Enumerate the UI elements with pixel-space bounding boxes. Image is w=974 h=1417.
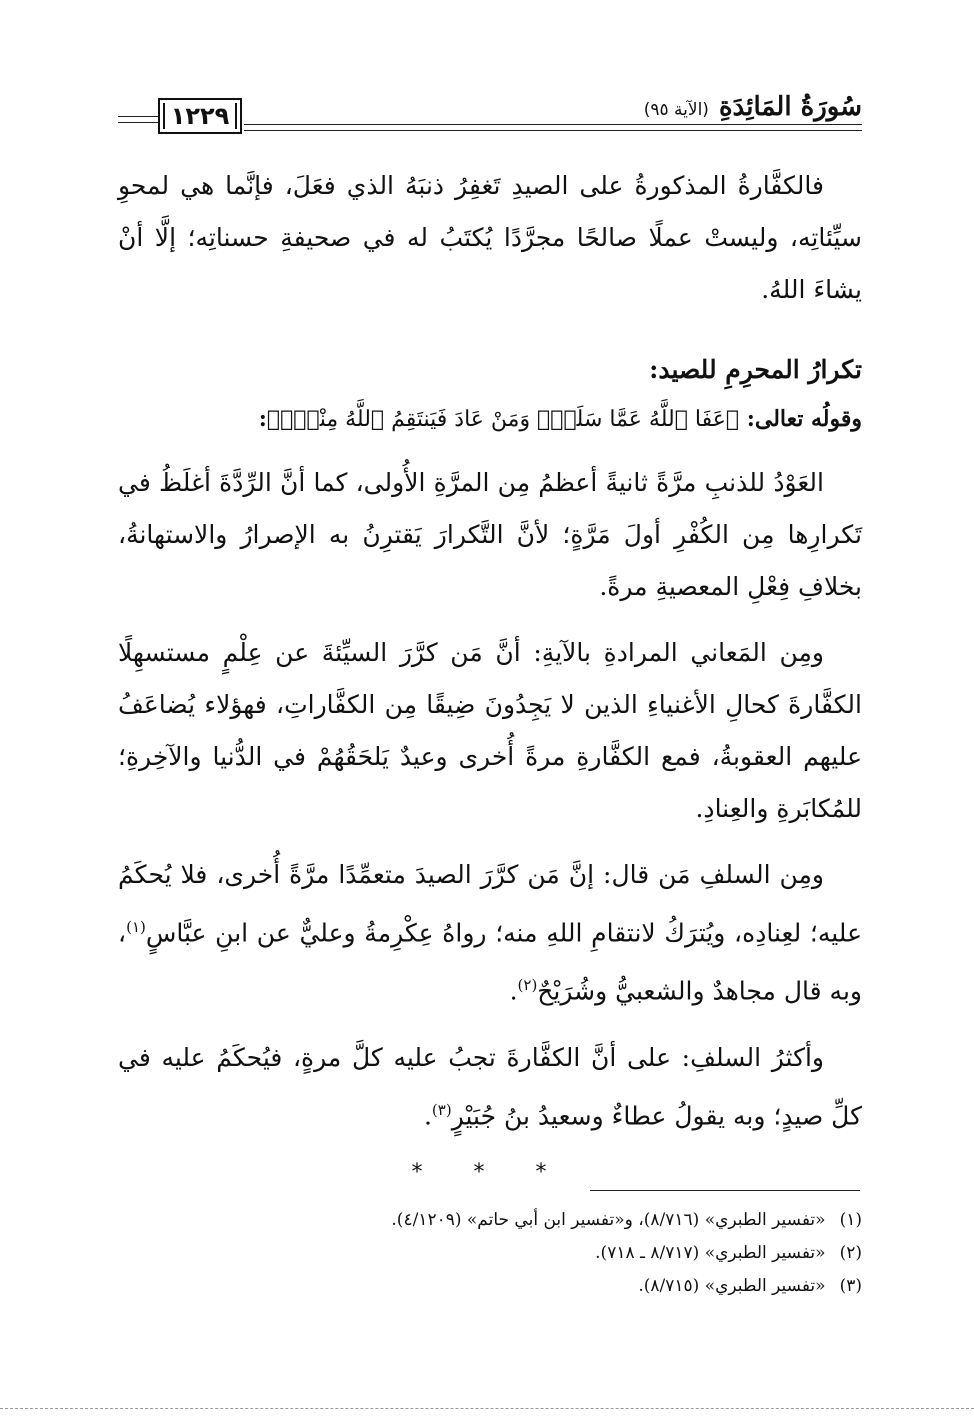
footnote-1-text: «تفسير الطبري» (٨/٧١٦)، و«تفسير ابن أبي حاتم» (٤/١٢٠٩).: [391, 1210, 826, 1230]
ayah-reference: (الآية ٩٥): [643, 100, 709, 120]
paragraph-4-text-b: ، وبه قال مجاهدٌ والشعبيُّ وشُرَيْحٌ: [118, 918, 862, 1006]
footnote-ref-2[interactable]: (٢): [517, 976, 538, 995]
paragraph-5-text: وأكثرُ السلفِ: على أنَّ الكفَّارةَ تجبُ عليه كلَّ مرةٍ، فيُحكَمُ عليه في كلِّ صيدٍ؛ وبه يقولُ عطاءٌ وسعيدُ بنُ جُبَيْرٍ: [118, 1042, 862, 1130]
page-body: [118, 160, 862, 1185]
header-rule-left-2: [118, 122, 158, 123]
footnote-1: [118, 1204, 862, 1237]
footnote-3: [118, 1270, 862, 1303]
paragraph-4-text: ومِن السلفِ مَن قال: إنَّ مَن كرَّرَ الصيدَ متعمِّدًا مرَّةً أُخرى، فلا يُحكَمُ عليه؛ لعِنادِه، ويُترَكُ لانتقامِ اللهِ منه؛ رواهُ عِكْرِمةُ وعليٌّ عن ابنِ عبَّاسٍ: [118, 860, 862, 948]
footnote-1-number: (١): [839, 1210, 862, 1230]
footnote-2: [118, 1237, 862, 1270]
verse-colon: :: [258, 406, 267, 432]
footnote-2-number: (٢): [839, 1243, 862, 1263]
section-heading: تكرارُ المحرِمِ للصيد:: [649, 355, 862, 384]
paragraph-1: فالكفَّارةُ المذكورةُ على الصيدِ تَغفِرُ ذنبَهُ الذي فعَلَ، فإنَّما هي لمحوِ سيِّئاتِه، وليستْ عملًا صالحًا مجرَّدًا يُكتَبُ له في صحيفةِ حسناتِه؛ إلَّا أنْ يشاءَ اللهُ.: [118, 171, 862, 304]
header-rule-right-2: [244, 130, 862, 131]
verse-intro: وقولُه تعالى:: [746, 406, 862, 432]
running-title: [644, 92, 862, 122]
footnote-3-text: «تفسير الطبري» (٨/٧١٥).: [638, 1276, 826, 1296]
section-separator: * * *: [411, 1159, 569, 1185]
paragraph-4: ومِن السلفِ مَن قال: إنَّ مَن كرَّرَ الصيدَ متعمِّدًا مرَّةً أُخرى، فلا يُحكَمُ عليه؛ لعِنادِه، ويُترَكُ لانتقامِ اللهِ منه؛ رواهُ عِكْرِمةُ وعليٌّ عن ابنِ عبَّاسٍ$^{(١)}$، وبه قال مجاهدٌ والشعبيُّ وشُرَيْحٌ$^{(٢)}$.: [118, 860, 862, 1006]
paragraph-2: العَوْدُ للذنبِ مرَّةً ثانيةً أعظمُ مِن المرَّةِ الأُولى، كما أنَّ الرِّدَّةَ أغلَظُ في تَكرارِها مِن الكُفْرِ أولَ مَرَّةٍ؛ لأنَّ التَّكرارَ يَقترِنُ به الإصرارُ والاستهانةُ، بخلافِ فِعْلِ المعصيةِ مرةً.: [118, 468, 862, 601]
footnote-3-number: (٣): [839, 1276, 862, 1296]
paragraph-3: ومِن المَعاني المرادةِ بالآيةِ: أنَّ مَن كرَّرَ السيِّئةَ عن عِلْمٍ مستسهِلًا الكفَّارةَ كحالِ الأغنياءِ الذين لا يَجِدُونَ ضِيقًا مِن الكفَّاراتِ، فهؤلاء يُضاعَفُ عليهم العقوبةُ، فمع الكفَّارةِ مرةً أُخرى وعيدٌ يَلحَقُهُمْ في الدُّنيا والآخِرةِ؛ للمُكابَرةِ والعِنادِ.: [118, 638, 862, 823]
surah-name: سُورَةُ المَائِدَةِ: [718, 92, 862, 122]
footnotes: [118, 1204, 862, 1303]
verse-line: [118, 396, 862, 443]
footnote-2-text: «تفسير الطبري» (٨/٧١٧ ـ ٧١٨).: [595, 1243, 826, 1263]
footnote-rule: [590, 1190, 860, 1191]
header-rule-left: [118, 116, 158, 117]
paragraph-5: وأكثرُ السلفِ: على أنَّ الكفَّارةَ تجبُ عليه كلَّ مرةٍ، فيُحكَمُ عليه في كلِّ صيدٍ؛ وبه يقولُ عطاءٌ وسعيدُ بنُ جُبَيْرٍ$^{(٣)}$.: [118, 1042, 862, 1130]
scan-edge: [0, 1408, 974, 1409]
header-rule-right: [244, 124, 862, 125]
page-header: [118, 92, 862, 142]
footnote-ref-1[interactable]: (١): [126, 918, 146, 936]
quran-verse: ﴿عَفَا ٱللَّهُ عَمَّا سَلَفَۚ وَمَنْ عَادَ فَيَنتَقِمُ ٱللَّهُ مِنْهُۚ﴾: [266, 407, 740, 432]
footnote-ref-3[interactable]: (٣): [431, 1100, 452, 1119]
page-number: ١٢٢٩: [158, 98, 242, 134]
